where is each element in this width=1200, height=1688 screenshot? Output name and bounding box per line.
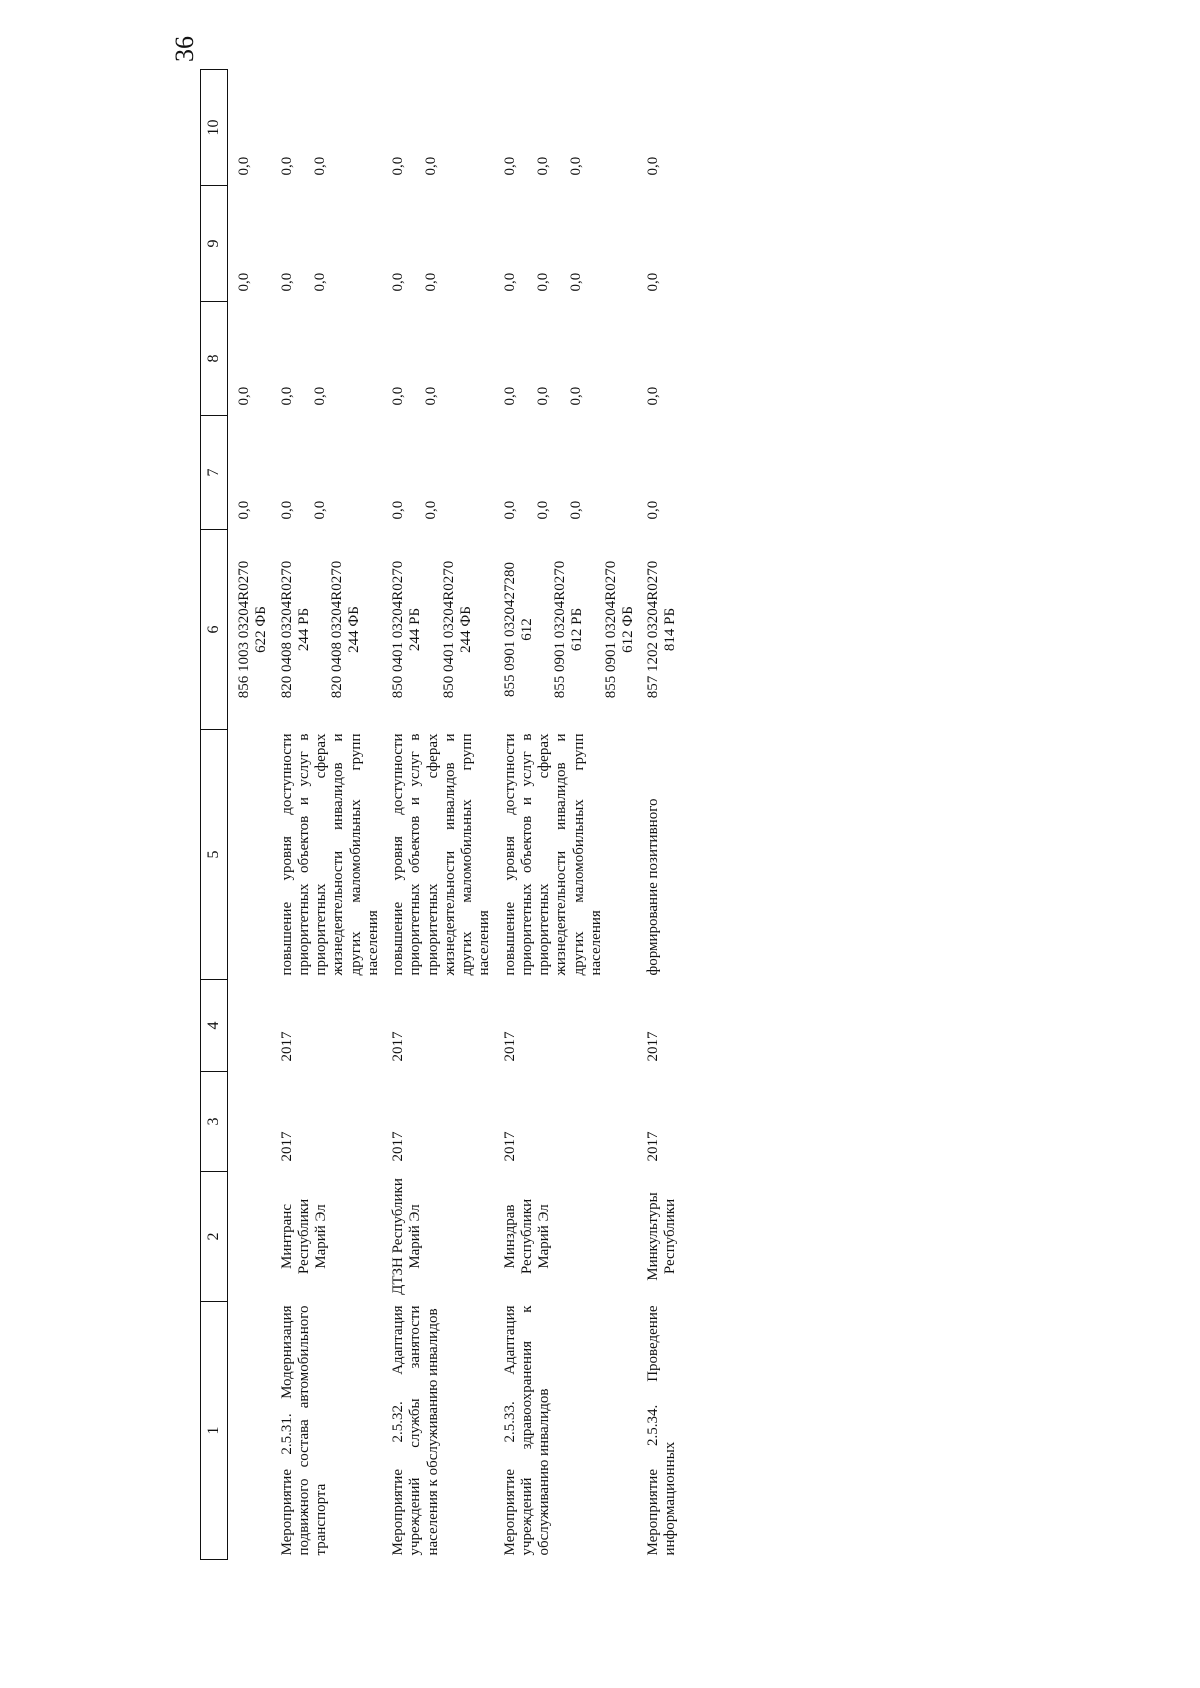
budget-code-cell [228, 530, 271, 730]
activity-cell: Мероприятие 2.5.33. Адаптация учреждений здравоохранения к обслуживанию инвалидов [501, 1305, 552, 1556]
amount-col-9-cell-value: 0,0 [423, 272, 440, 292]
amount-col-7-cell [494, 416, 638, 530]
expected-result-cell [228, 730, 271, 980]
amount-col-10-cell-value: 0,0 [501, 156, 518, 176]
amount-col-8-cell [494, 302, 638, 416]
amount-col-8-cell-value: 0,0 [501, 386, 518, 406]
amount-col-10-cell-value: 0,0 [645, 156, 661, 176]
start-year-cell: 2017 [645, 1131, 661, 1162]
end-year-cell: 2017 [278, 1031, 295, 1062]
amount-col-10-cell-value: 0,0 [278, 156, 295, 176]
executor-cell: Минздрав Республики Марий Эл [501, 1198, 552, 1275]
executor-cell: ДТЗН Республики Марий Эл [390, 1178, 424, 1295]
amount-col-7-cell-value: 0,0 [645, 500, 661, 520]
amount-col-7-cell-value: 0,0 [390, 500, 406, 520]
executor-cell [228, 1172, 271, 1302]
end-year-cell [228, 980, 271, 1072]
end-year-cell: 2017 [645, 1031, 661, 1062]
activity-cell: Мероприятие 2.5.34. Проведение информационных [645, 1305, 679, 1556]
start-year-cell: 2017 [390, 1131, 406, 1162]
amount-col-7-cell [637, 416, 701, 530]
table-row [494, 70, 638, 1560]
activity-cell [228, 1302, 271, 1560]
amount-col-8-cell-value: 0,0 [311, 386, 328, 406]
expected-result-cell: повышение уровня доступности приоритетных объектов и услуг в приоритетных сферах жизнедеятельности инвалидов и других маломобильных групп населения [501, 733, 604, 976]
amount-col-10-cell-value: 0,0 [311, 156, 328, 176]
header-col-8: 8 [201, 302, 228, 416]
amount-col-7-cell [271, 416, 383, 530]
amount-col-9-cell [271, 186, 383, 302]
budget-code-cell-value: 855 0901 03204R0270 612 ФБ [602, 560, 636, 699]
amount-col-8-cell [637, 302, 701, 416]
amount-col-9-cell-value: 0,0 [311, 272, 328, 292]
amount-col-8-cell [228, 302, 271, 416]
budget-code-cell-value: 855 0901 03204R0270 612 РБ [552, 560, 586, 699]
header-col-10: 10 [201, 70, 228, 186]
amount-col-9-cell [228, 186, 271, 302]
amount-col-7-cell-value: 0,0 [568, 500, 584, 520]
amount-col-10-cell-value: 0,0 [236, 156, 252, 176]
amount-col-8-cell-value: 0,0 [278, 386, 295, 406]
end-year-cell: 2017 [501, 1031, 518, 1062]
budget-code-cell-value: 856 1003 03204R0270 622 ФБ [236, 560, 270, 699]
amount-col-9-cell-value: 0,0 [390, 272, 406, 292]
budget-code-cell-value: 820 0408 03204R0270 244 ФБ [329, 560, 363, 699]
header-col-2: 2 [201, 1172, 228, 1302]
activity-cell: Мероприятие 2.5.32. Адаптация учреждений службы занятости населения к обслуживанию инвалидов [390, 1305, 441, 1556]
amount-col-8-cell-value: 0,0 [390, 386, 406, 406]
amount-col-8-cell-value: 0,0 [236, 386, 252, 406]
amount-col-7-cell-value: 0,0 [423, 500, 440, 520]
budget-code-cell [271, 530, 383, 730]
amount-col-8-cell [271, 302, 383, 416]
budget-code-cell [382, 530, 494, 730]
amount-col-8-cell-value: 0,0 [568, 386, 584, 406]
amount-col-10-cell-value: 0,0 [534, 156, 551, 176]
amount-col-10-cell [494, 70, 638, 186]
amount-col-9-cell-value: 0,0 [501, 272, 518, 292]
amount-col-7-cell-value: 0,0 [311, 500, 328, 520]
end-year-cell: 2017 [390, 1031, 406, 1062]
amount-col-9-cell [637, 186, 701, 302]
amount-col-9-cell-value: 0,0 [645, 272, 661, 292]
amount-col-7-cell-value: 0,0 [236, 500, 252, 520]
header-col-1: 1 [201, 1302, 228, 1560]
table-row [228, 70, 271, 1560]
budget-code-cell-value: 855 0901 0320427280 612 [501, 562, 535, 697]
amount-col-10-cell [228, 70, 271, 186]
expected-result-cell: повышение уровня доступности приоритетных объектов и услуг в приоритетных сферах жизнедеятельности инвалидов и других маломобильных групп населения [278, 733, 381, 976]
amount-col-10-cell [382, 70, 494, 186]
table-body [228, 70, 702, 1560]
amount-col-7-cell [382, 416, 494, 530]
table-row [271, 70, 383, 1560]
amount-col-9-cell-value: 0,0 [568, 272, 584, 292]
expected-result-cell: формирование позитивного [645, 798, 661, 976]
amount-col-9-cell [382, 186, 494, 302]
header-col-7: 7 [201, 416, 228, 530]
header-col-9: 9 [201, 186, 228, 302]
program-activities-table [200, 69, 701, 1560]
page-number: 36 [170, 36, 199, 62]
header-col-6: 6 [201, 530, 228, 730]
amount-col-10-cell-value: 0,0 [423, 156, 440, 176]
amount-col-10-cell [637, 70, 701, 186]
header-col-5: 5 [201, 730, 228, 980]
amount-col-9-cell [494, 186, 638, 302]
header-col-4: 4 [201, 980, 228, 1072]
budget-code-cell [637, 530, 701, 730]
amount-col-10-cell-value: 0,0 [568, 156, 584, 176]
amount-col-10-cell [271, 70, 383, 186]
amount-col-7-cell-value: 0,0 [501, 500, 518, 520]
executor-cell: Минтранс Республики Марий Эл [278, 1198, 329, 1275]
amount-col-8-cell-value: 0,0 [423, 386, 440, 406]
amount-col-8-cell [382, 302, 494, 416]
amount-col-7-cell [228, 416, 271, 530]
amount-col-7-cell-value: 0,0 [278, 500, 295, 520]
start-year-cell: 2017 [501, 1131, 518, 1162]
amount-col-9-cell-value: 0,0 [534, 272, 551, 292]
budget-code-cell-value: 850 0401 03204R0270 244 ФБ [440, 560, 474, 699]
amount-col-8-cell-value: 0,0 [534, 386, 551, 406]
amount-col-9-cell-value: 0,0 [236, 272, 252, 292]
start-year-cell: 2017 [278, 1131, 295, 1162]
table-row [382, 70, 494, 1560]
header-col-3: 3 [201, 1072, 228, 1172]
amount-col-10-cell-value: 0,0 [390, 156, 406, 176]
column-number-header [201, 70, 228, 1560]
budget-code-cell-value: 857 1202 03204R0270 814 РБ [645, 560, 679, 699]
budget-code-cell [494, 530, 638, 730]
budget-code-cell-value: 820 0408 03204R0270 244 РБ [278, 560, 312, 699]
rotated-page-content [200, 60, 1060, 1560]
amount-col-9-cell-value: 0,0 [278, 272, 295, 292]
budget-code-cell-value: 850 0401 03204R0270 244 РБ [390, 560, 424, 699]
amount-col-7-cell-value: 0,0 [534, 500, 551, 520]
activity-cell: Мероприятие 2.5.31. Модернизация подвижного состава автомобильного транспорта [278, 1305, 329, 1556]
executor-cell: Минкультуры Республики [645, 1192, 679, 1281]
start-year-cell [228, 1072, 271, 1172]
table-row [637, 70, 701, 1560]
amount-col-8-cell-value: 0,0 [645, 386, 661, 406]
expected-result-cell: повышение уровня доступности приоритетных объектов и услуг в приоритетных сферах жизнедеятельности инвалидов и других маломобильных групп населения [390, 733, 493, 976]
